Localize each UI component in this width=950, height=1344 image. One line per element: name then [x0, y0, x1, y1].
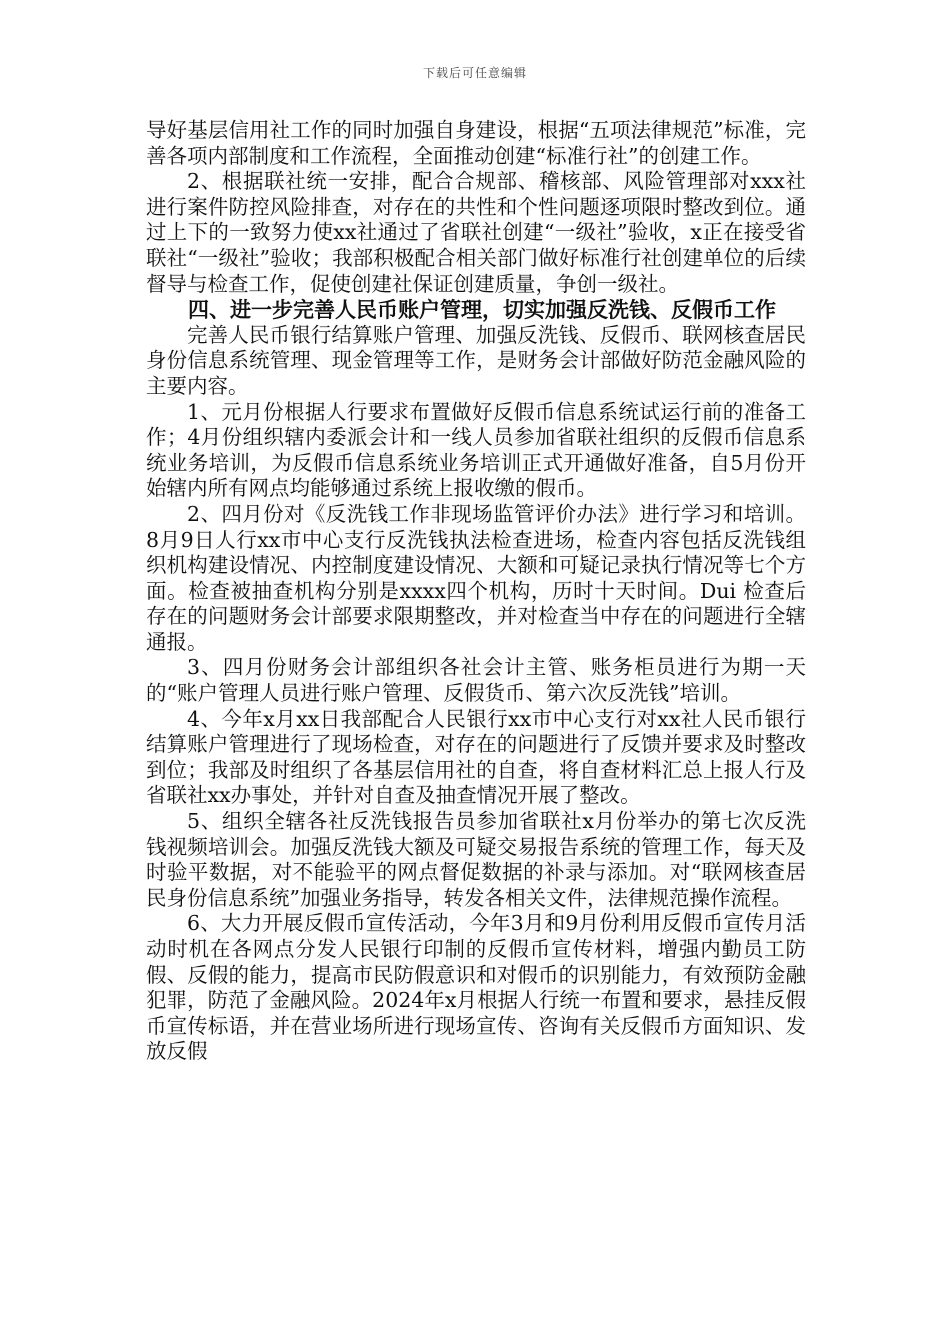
paragraph-item-3: 3、四月份财务会计部组织各社会计主管、账务柜员进行为期一天的“账户管理人员进行账户管理、反假货币、第六次反洗钱”培训。 [146, 655, 806, 706]
document-body [146, 118, 806, 1065]
section-heading-4: 四、进一步完善人民币账户管理，切实加强反洗钱、反假币工作 [188, 297, 776, 323]
paragraph-item-2b: 2、四月份对《反洗钱工作非现场监管评价办法》进行学习和培训。8月9日人行xx市中心支行反洗钱执法检查进场，检查内容包括反洗钱组织机构建设情况、内控制度建设情况、大额和可疑记录执行情况等七个方面。检查被抽查机构分别是xxxx四个机构，历时十天时间。Dui 检查后存在的问题财务会计部要求限期整改，并对检查当中存在的问题进行全辖通报。 [146, 501, 806, 654]
paragraph-intro: 完善人民币银行结算账户管理、加强反洗钱、反假币、联网核查居民身份信息系统管理、现金管理等工作，是财务会计部做好防范金融风险的主要内容。 [146, 322, 806, 398]
paragraph-item-2: 2、根据联社统一安排，配合合规部、稽核部、风险管理部对xxx社进行案件防控风险排查，对存在的共性和个性问题逐项限时整改到位。通过上下的一致努力使xx社通过了省联社创建“一级社”验收，x正在接受省联社“一级社”验收；我部积极配合相关部门做好标准行社创建单位的后续督导与检查工作，促使创建社保证创建质量，争创一级社。 [146, 169, 806, 296]
page-header: 下载后可任意编辑 [422, 66, 527, 80]
paragraph-item-4: 4、今年x月xx日我部配合人民银行xx市中心支行对xx社人民币银行结算账户管理进行了现场检查，对存在的问题进行了反馈并要求及时整改到位；我部及时组织了各基层信用社的自查，将自查材料汇总上报人行及省联社xx办事处，并针对自查及抽查情况开展了整改。 [146, 706, 806, 808]
paragraph-item-1: 1、元月份根据人行要求布置做好反假币信息系统试运行前的准备工作；4月份组织辖内委派会计和一线人员参加省联社组织的反假币信息系统业务培训，为反假币信息系统业务培训正式开通做好准备，自5月份开始辖内所有网点均能够通过系统上报收缴的假币。 [146, 399, 806, 501]
paragraph-continued: 导好基层信用社工作的同时加强自身建设，根据“五项法律规范”标准，完善各项内部制度和工作流程，全面推动创建“标准行社”的创建工作。 [146, 118, 806, 168]
paragraph-item-6: 6、大力开展反假币宣传活动，今年3月和9月份利用反假币宣传月活动时机在各网点分发人民银行印制的反假币宣传材料，增强内勤员工防假、反假的能力，提高市民防假意识和对假币的识别能力，有效预防金融犯罪，防范了金融风险。2024年x月根据人行统一布置和要求，悬挂反假币宣传标语，并在营业场所进行现场宣传、咨询有关反假币方面知识、发放反假 [146, 911, 806, 1064]
paragraph-item-5: 5、组织全辖各社反洗钱报告员参加省联社x月份举办的第七次反洗钱视频培训会。加强反洗钱大额及可疑交易报告系统的管理工作，每天及时验平数据，对不能验平的网点督促数据的补录与添加。对“联网核查居民身份信息系统”加强业务指导，转发各相关文件，法律规范操作流程。 [146, 809, 806, 910]
